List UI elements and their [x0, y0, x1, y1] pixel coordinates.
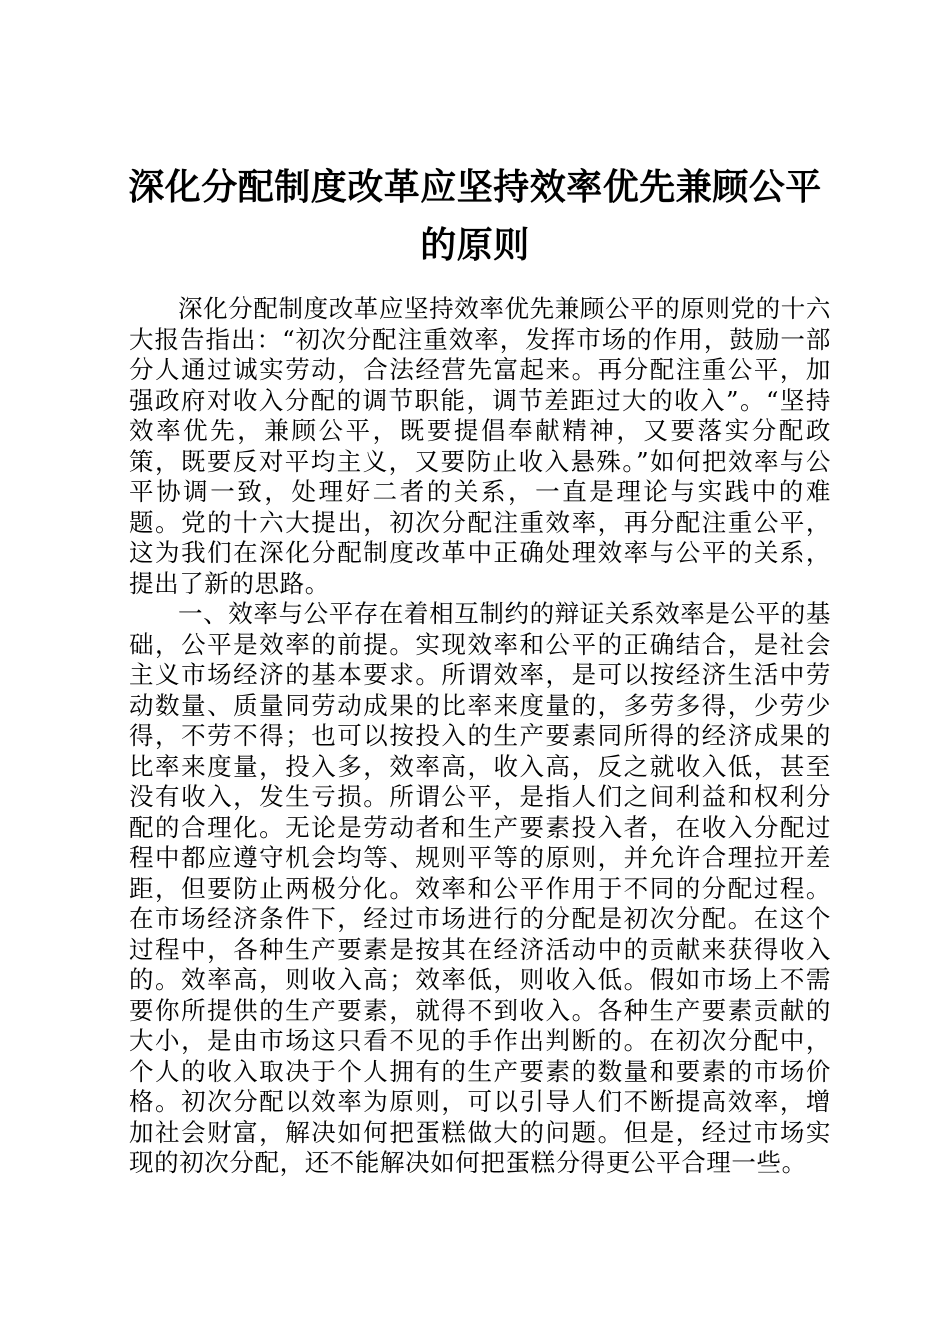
document-title: 深化分配制度改革应坚持效率优先兼顾公平的原则: [128, 166, 822, 266]
paragraph-section-one: 一、效率与公平存在着相互制约的辩证关系效率是公平的基础，公平是效率的前提。实现效率和公平的正确结合，是社会主义市场经济的基本要求。所谓效率，是可以按经济生活中劳动数量、质量同劳动成果的比率来度量的，多劳多得，少劳少得，不劳不得；也可以按投入的生产要素同所得的经济成果的比率来度量，投入多，效率高，收入高，反之就收入低，甚至没有收入，发生亏损。所谓公平，是指人们之间利益和权利分配的合理化。无论是劳动者和生产要素投入者，在收入分配过程中都应遵守机会均等、规则平等的原则，并允许合理拉开差距，但要防止两极分化。效率和公平作用于不同的分配过程。在市场经济条件下，经过市场进行的分配是初次分配。在这个过程中，各种生产要素是按其在经济活动中的贡献来获得收入的。效率高，则收入高；效率低，则收入低。假如市场上不需要你所提供的生产要素，就得不到收入。各种生产要素贡献的大小，是由市场这只看不见的手作出判断的。在初次分配中，个人的收入取决于个人拥有的生产要素的数量和要素的市场价格。初次分配以效率为原则，可以引导人们不断提高效率，增加社会财富，解决如何把蛋糕做大的问题。但是，经过市场实现的初次分配，还不能解决如何把蛋糕分得更公平合理一些。: [129, 599, 831, 1177]
document-body: [129, 294, 831, 1179]
paragraph-intro: 深化分配制度改革应坚持效率优先兼顾公平的原则党的十六大报告指出：“初次分配注重效率，发挥市场的作用，鼓励一部分人通过诚实劳动，合法经营先富起来。再分配注重公平，加强政府对收入分配的调节职能，调节差距过大的收入”。“坚持效率优先，兼顾公平，既要提倡奉献精神，又要落实分配政策，既要反对平均主义，又要防止收入悬殊。”如何把效率与公平协调一致，处理好二者的关系，一直是理论与实践中的难题。党的十六大提出，初次分配注重效率，再分配注重公平，这为我们在深化分配制度改革中正确处理效率与公平的关系，提出了新的思路。: [129, 294, 831, 598]
